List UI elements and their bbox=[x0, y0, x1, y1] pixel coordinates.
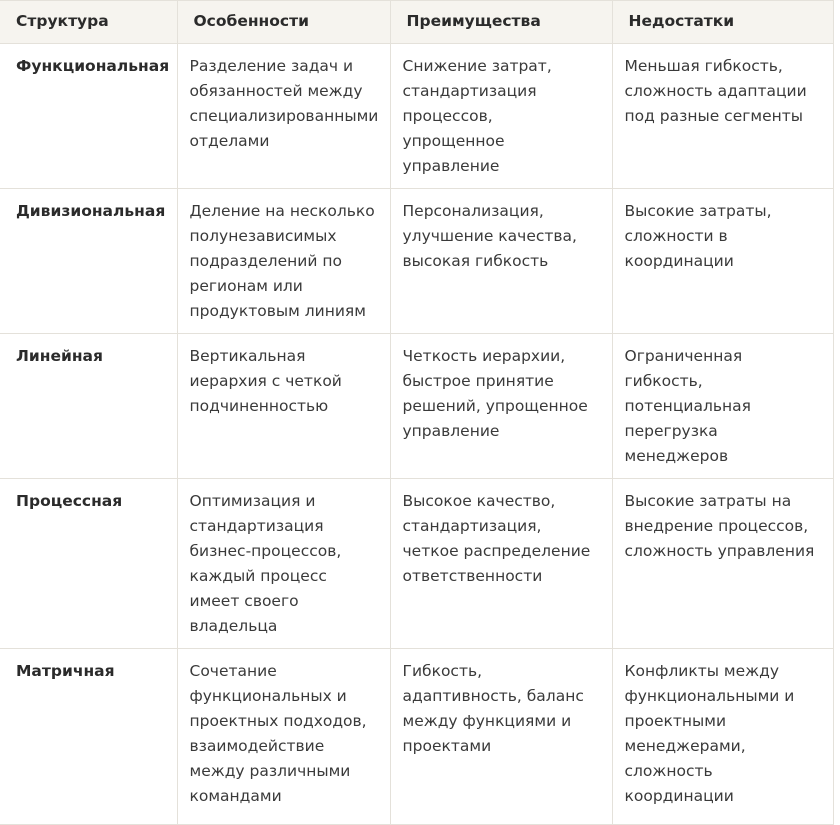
features-cell: Деление на несколько полунезависимых подразделений по регионам или продуктовым линиям bbox=[177, 189, 390, 334]
features-cell: Вертикальная иерархия с четкой подчиненностью bbox=[177, 334, 390, 479]
structure-name: Процессная bbox=[0, 479, 177, 649]
table-row bbox=[0, 649, 833, 825]
table-row bbox=[0, 479, 833, 649]
header-features: Особенности bbox=[177, 1, 390, 44]
structure-name: Линейная bbox=[0, 334, 177, 479]
header-structure: Структура bbox=[0, 1, 177, 44]
advantages-cell: Высокое качество, стандартизация, четкое распределение ответственности bbox=[390, 479, 612, 649]
structure-name: Матричная bbox=[0, 649, 177, 825]
table-row bbox=[0, 44, 833, 189]
table-header bbox=[0, 1, 833, 44]
disadvantages-cell: Ограниченная гибкость, потенциальная перегрузка менеджеров bbox=[612, 334, 833, 479]
advantages-cell: Снижение затрат, стандартизация процессов, упрощенное управление bbox=[390, 44, 612, 189]
header-advantages: Преимущества bbox=[390, 1, 612, 44]
disadvantages-cell: Высокие затраты на внедрение процессов, сложность управления bbox=[612, 479, 833, 649]
table-row bbox=[0, 334, 833, 479]
disadvantages-cell: Высокие затраты, сложности в координации bbox=[612, 189, 833, 334]
disadvantages-cell: Меньшая гибкость, сложность адаптации под разные сегменты bbox=[612, 44, 833, 189]
structure-name: Функциональная bbox=[0, 44, 177, 189]
header-disadvantages: Недостатки bbox=[612, 1, 833, 44]
header-row bbox=[0, 1, 833, 44]
table-body bbox=[0, 44, 833, 825]
advantages-cell: Гибкость, адаптивность, баланс между функциями и проектами bbox=[390, 649, 612, 825]
advantages-cell: Персонализация, улучшение качества, высокая гибкость bbox=[390, 189, 612, 334]
table-row bbox=[0, 189, 833, 334]
disadvantages-cell: Конфликты между функциональными и проектными менеджерами, сложность координации bbox=[612, 649, 833, 825]
advantages-cell: Четкость иерархии, быстрое принятие решений, упрощенное управление bbox=[390, 334, 612, 479]
structure-name: Дивизиональная bbox=[0, 189, 177, 334]
features-cell: Оптимизация и стандартизация бизнес-процессов, каждый процесс имеет своего владельца bbox=[177, 479, 390, 649]
features-cell: Сочетание функциональных и проектных подходов, взаимодействие между различными командами bbox=[177, 649, 390, 825]
features-cell: Разделение задач и обязанностей между специализированными отделами bbox=[177, 44, 390, 189]
